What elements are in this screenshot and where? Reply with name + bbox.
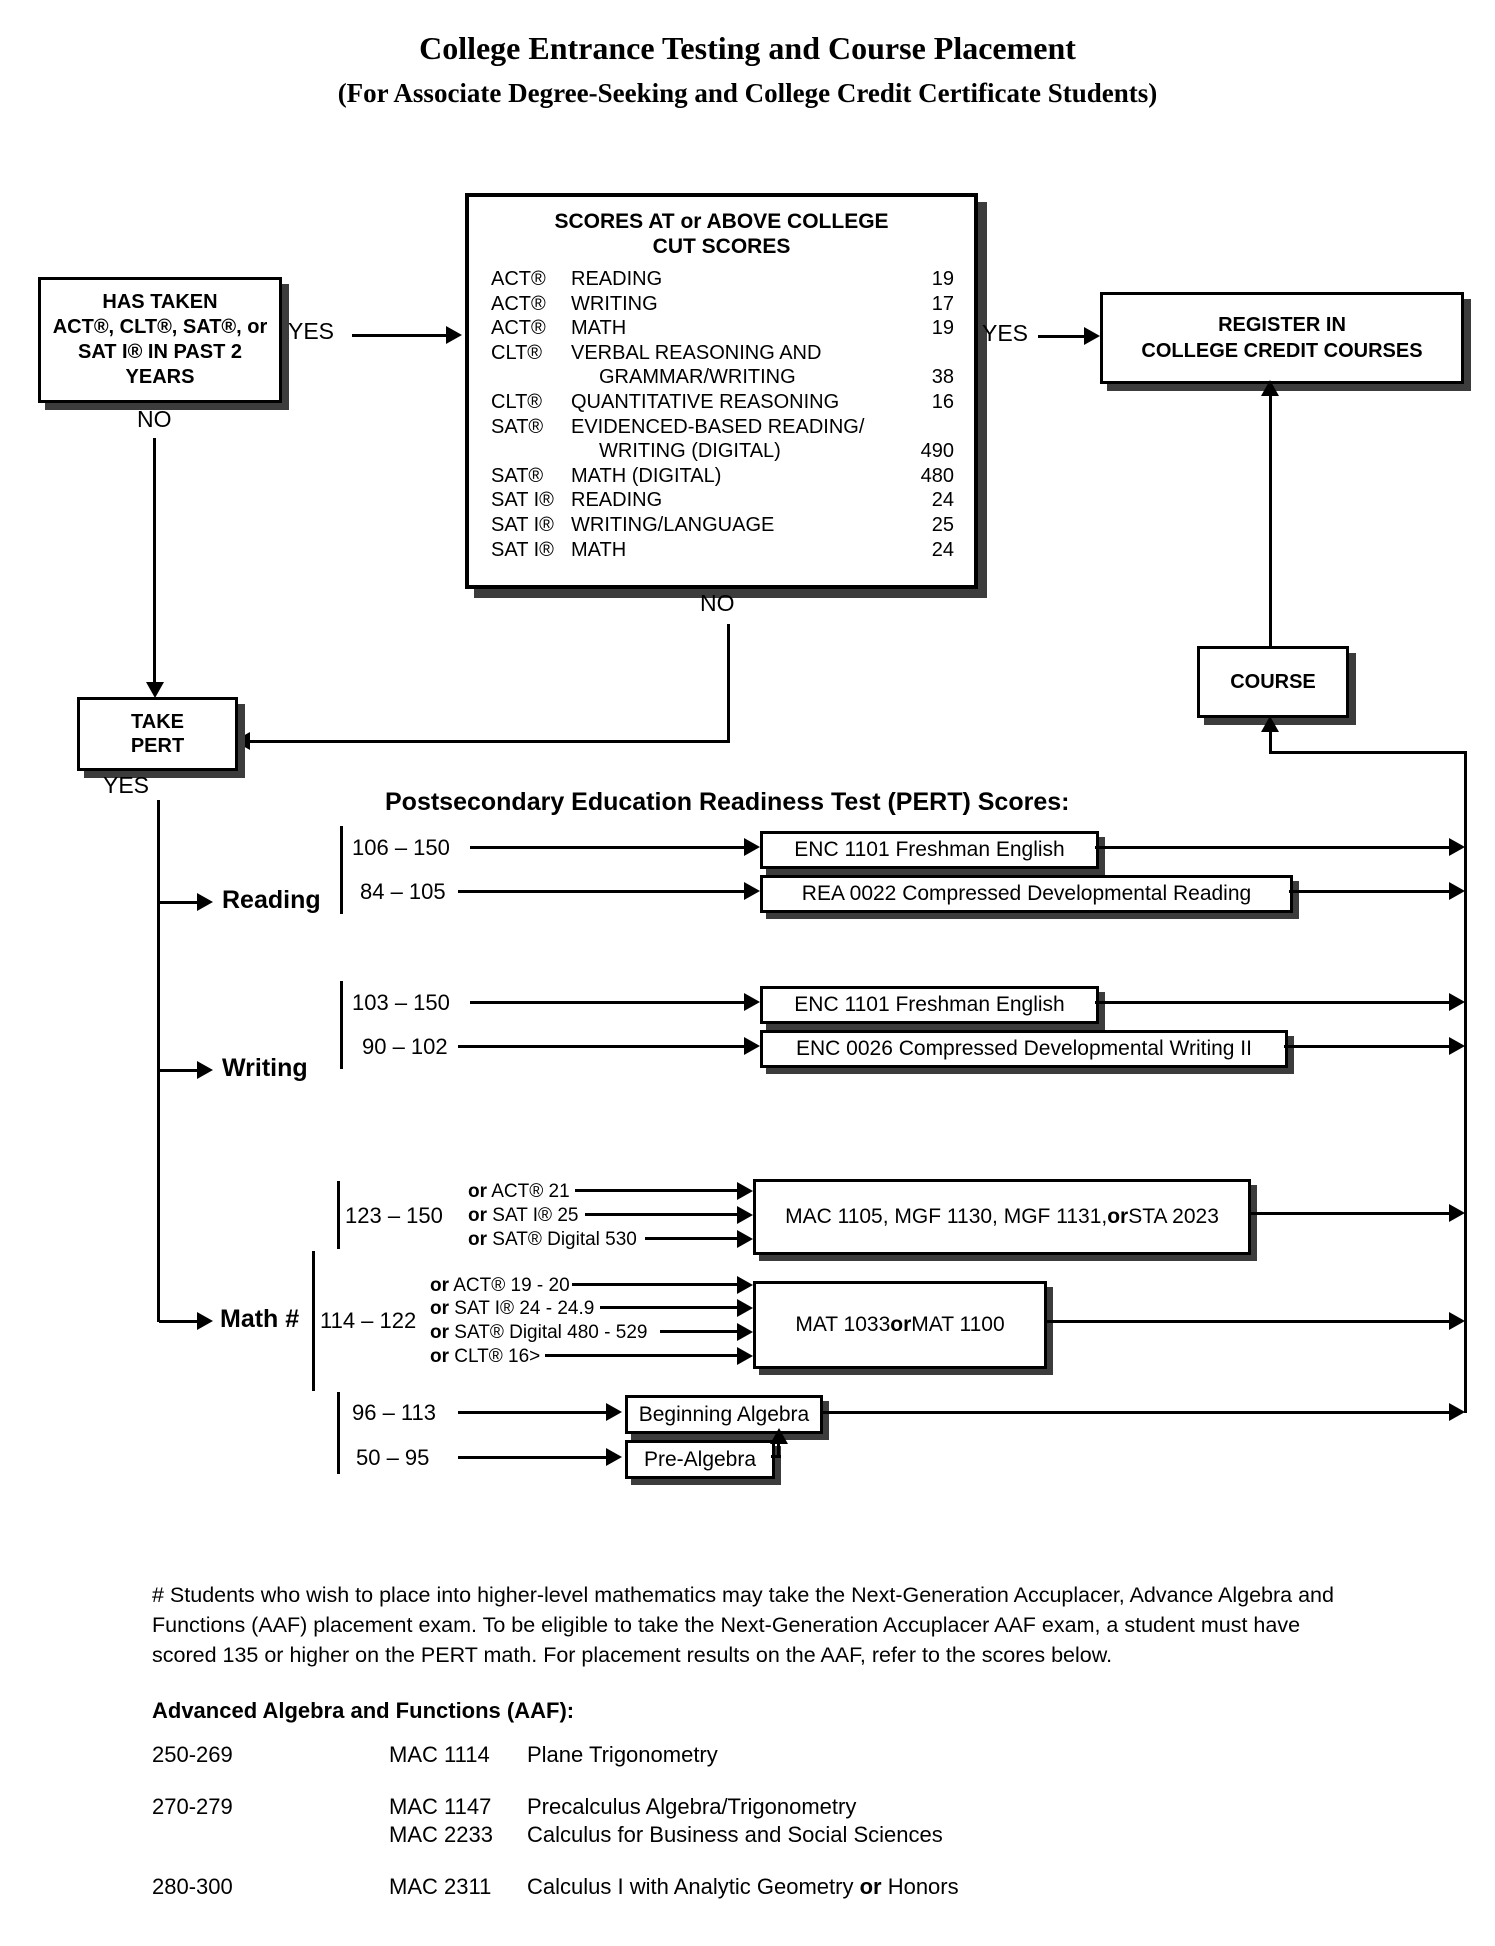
has-taken-line2: ACT®, CLT®, SAT®, or — [52, 316, 268, 338]
has-taken-line1: HAS TAKEN — [102, 291, 218, 313]
arrowhead-down — [146, 682, 164, 698]
aaf-range: 280-300 — [152, 1874, 233, 1899]
connector-line — [1095, 1001, 1449, 1004]
arrowhead-right — [737, 1230, 753, 1248]
section-label-reading: Reading — [222, 886, 321, 914]
alt-score-satdigital480 — [430, 1322, 647, 1344]
course-label: COURSE — [1230, 670, 1316, 693]
course-box-rea0022 — [760, 875, 1293, 913]
subject: MATH (DIGITAL) — [571, 464, 722, 487]
connector-line — [352, 334, 448, 337]
test-name: CLT® — [491, 341, 543, 364]
course-text: ENC 1101 Freshman English — [794, 838, 1065, 861]
has-taken-line4: YEARS — [125, 366, 195, 388]
range-bracket — [312, 1251, 315, 1391]
subject: READING — [571, 489, 663, 512]
writing-range-2: 90 – 102 — [362, 1034, 448, 1059]
connector-line — [1289, 890, 1449, 893]
aaf-row — [152, 1794, 856, 1820]
score-value: 17 — [931, 292, 954, 315]
subject: MATH — [571, 538, 627, 561]
course-box — [1197, 646, 1349, 718]
aaf-desc: Honors — [881, 1874, 959, 1899]
connector-line — [458, 890, 746, 893]
cut-score-row — [491, 316, 954, 341]
test-name: SAT® — [491, 464, 544, 487]
arrowhead-right — [197, 1312, 213, 1330]
range-bracket — [337, 1181, 340, 1249]
cut-score-row — [491, 439, 954, 464]
subject: READING — [571, 268, 663, 290]
or-text: or — [1107, 1205, 1129, 1228]
subject: MATH — [571, 317, 627, 340]
or-text: or — [430, 1275, 449, 1296]
cut-scores-box — [465, 193, 978, 589]
aaf-row — [152, 1742, 718, 1768]
test-name — [491, 365, 571, 390]
alt-text: CLT® 16> — [449, 1346, 541, 1367]
course-box-mac1105 — [753, 1179, 1251, 1255]
arrowhead-right — [744, 993, 760, 1011]
yes-label-1: YES — [288, 318, 335, 344]
alt-text: ACT® 21 — [487, 1181, 570, 1202]
or-text: or — [430, 1346, 449, 1367]
aaf-footnote: # Students who wish to place into higher-level mathematics may take the Next-Generation Accuplacer, Advance Algebra and Functions (AAF) placement exam. To be eligible to take the Next-Generation Accuplacer AAF exam, a student must have scored 135 or higher on the PERT math. For placement results on the AAF, refer to the scores below. — [152, 1583, 1334, 1667]
score-value: 19 — [931, 268, 954, 290]
cut-score-row — [491, 488, 954, 513]
or-text: or — [859, 1874, 882, 1899]
subject: VERBAL REASONING AND — [571, 341, 822, 364]
test-name: ACT® — [491, 292, 546, 315]
alt-text: SAT I® 25 — [487, 1205, 579, 1226]
connector-line — [645, 1237, 737, 1240]
math-range-4: 50 – 95 — [356, 1445, 430, 1470]
connector-line — [1249, 1212, 1449, 1215]
course-box-mat1033 — [753, 1281, 1047, 1369]
subject: WRITING/LANGUAGE — [571, 513, 775, 536]
arrowhead-right — [1449, 838, 1465, 856]
connector-line — [1269, 730, 1272, 753]
score-value: 480 — [920, 464, 954, 487]
cut-score-row — [491, 390, 954, 415]
aaf-desc: Calculus I with Analytic Geometry — [527, 1874, 860, 1899]
arrowhead-right — [737, 1347, 753, 1365]
connector-line — [458, 1411, 608, 1414]
connector-line — [159, 901, 199, 904]
course-text: MAT 1033 — [795, 1313, 891, 1336]
register-line2: COLLEGE CREDIT COURSES — [1141, 340, 1423, 362]
connector-line — [545, 1354, 737, 1357]
score-value — [896, 415, 954, 440]
aaf-desc: Precalculus Algebra/Trigonometry — [527, 1794, 857, 1819]
connector-line — [153, 438, 156, 684]
course-text: STA 2023 — [1128, 1205, 1219, 1228]
take-pert-line1: TAKE — [131, 711, 184, 733]
connector-line — [820, 1411, 1449, 1414]
aaf-desc: Calculus for Business and Social Sciences — [527, 1822, 943, 1847]
or-text: or — [468, 1205, 487, 1226]
course-text: ENC 1101 Freshman English — [794, 993, 1065, 1016]
arrowhead-up — [770, 1428, 788, 1444]
range-bracket — [337, 1392, 340, 1474]
aaf-desc: Plane Trigonometry — [527, 1742, 718, 1767]
score-value: 24 — [931, 538, 954, 561]
cut-scores-title — [469, 197, 974, 259]
no-label-1: NO — [137, 406, 172, 432]
test-name: SAT I® — [491, 513, 554, 536]
reading-range-2: 84 – 105 — [360, 879, 446, 904]
arrowhead-right — [197, 893, 213, 911]
cut-score-row — [491, 513, 954, 538]
arrowhead-right — [744, 882, 760, 900]
register-line1: REGISTER IN — [1218, 314, 1346, 336]
score-value: 24 — [931, 489, 954, 512]
range-bracket — [340, 826, 343, 914]
score-value — [896, 341, 954, 366]
cut-score-row — [491, 365, 954, 390]
cut-score-row — [491, 464, 954, 489]
alt-score-act1920 — [430, 1275, 570, 1297]
cut-score-row — [491, 267, 954, 292]
cut-score-row — [491, 415, 954, 440]
math-range-1: 123 – 150 — [345, 1203, 443, 1228]
connector-line — [600, 1306, 737, 1309]
aaf-course: MAC 2311 — [389, 1874, 492, 1899]
alt-score-satdigital530 — [468, 1229, 637, 1251]
test-name — [491, 439, 571, 464]
aaf-course: MAC 1147 — [389, 1794, 492, 1819]
connector-line — [575, 1189, 737, 1192]
test-name: SAT® — [491, 415, 544, 438]
test-name: SAT I® — [491, 489, 554, 512]
arrowhead-right — [1449, 1037, 1465, 1055]
cut-score-row — [491, 538, 954, 563]
subject: WRITING — [571, 292, 658, 315]
subject: GRAMMAR/WRITING — [599, 366, 796, 389]
course-box-enc1101-reading — [760, 831, 1099, 869]
course-text: REA 0022 Compressed Developmental Reading — [801, 882, 1252, 905]
connector-line — [470, 1001, 746, 1004]
course-box-enc0026 — [760, 1030, 1288, 1068]
course-text: Beginning Algebra — [638, 1402, 810, 1426]
course-box-enc1101-writing — [760, 986, 1099, 1024]
course-text: ENC 0026 Compressed Developmental Writing II — [796, 1037, 1252, 1060]
arrowhead-right — [1084, 327, 1100, 345]
score-value: 16 — [931, 390, 954, 413]
arrowhead-right — [744, 1037, 760, 1055]
arrowhead-right — [1449, 882, 1465, 900]
arrowhead-right — [737, 1323, 753, 1341]
connector-line — [660, 1330, 737, 1333]
alt-score-sati2424 — [430, 1298, 594, 1320]
connector-line — [458, 1456, 608, 1459]
arrowhead-right — [737, 1299, 753, 1317]
yes-label-2: YES — [982, 320, 1029, 346]
alt-text: SAT® Digital 480 - 529 — [449, 1322, 648, 1343]
subject: EVIDENCED-BASED READING/ — [571, 415, 865, 438]
arrowhead-right — [737, 1182, 753, 1200]
connector-line — [159, 1069, 199, 1072]
take-pert-box — [77, 697, 238, 771]
has-taken-box — [38, 277, 282, 403]
aaf-range: 250-269 — [152, 1742, 233, 1767]
arrowhead-right — [1449, 1403, 1465, 1421]
score-value: 490 — [920, 440, 954, 463]
connector-line — [250, 740, 730, 743]
connector-line — [1038, 335, 1086, 338]
arrowhead-right — [606, 1403, 622, 1421]
pert-scores-heading: Postsecondary Education Readiness Test (PERT) Scores: — [385, 788, 1070, 816]
cut-scores-title-line2: CUT SCORES — [652, 235, 791, 258]
cut-scores-table — [469, 259, 974, 562]
cut-score-row — [491, 292, 954, 317]
trunk-line — [157, 800, 160, 1322]
course-text: MAC 1105, MGF 1130, MGF 1131, — [785, 1205, 1108, 1228]
subject: QUANTITATIVE REASONING — [571, 390, 840, 413]
connector-line — [1095, 846, 1449, 849]
no-label-2: NO — [700, 590, 735, 616]
course-box-beginning-algebra — [625, 1395, 823, 1434]
arrowhead-right — [197, 1061, 213, 1079]
or-text: or — [890, 1313, 912, 1336]
section-label-writing: Writing — [222, 1054, 308, 1082]
register-box — [1100, 292, 1464, 384]
cut-scores-title-line1: SCORES AT or ABOVE COLLEGE — [554, 210, 889, 233]
arrowhead-right — [737, 1206, 753, 1224]
arrowhead-right — [446, 326, 462, 344]
aaf-row — [152, 1822, 943, 1848]
math-range-3: 96 – 113 — [352, 1400, 437, 1425]
has-taken-line3: SAT I® IN PAST 2 — [77, 341, 242, 363]
course-text: MAT 1100 — [911, 1313, 1005, 1336]
arrowhead-right — [744, 838, 760, 856]
yes-label-3: YES — [103, 772, 150, 798]
test-name: ACT® — [491, 268, 546, 290]
section-label-math: Math # — [220, 1305, 300, 1333]
alt-text: SAT® Digital 530 — [487, 1229, 637, 1250]
aaf-heading: Advanced Algebra and Functions (AAF): — [152, 1698, 575, 1723]
connector-line — [777, 1442, 780, 1458]
aaf-course: MAC 1114 — [389, 1742, 490, 1767]
aaf-course: MAC 2233 — [389, 1822, 493, 1847]
arrowhead-right — [1449, 1312, 1465, 1330]
reading-range-1: 106 – 150 — [352, 835, 450, 860]
connector-line — [1269, 394, 1272, 646]
range-bracket — [340, 981, 343, 1069]
connector-line — [585, 1213, 737, 1216]
course-box-pre-algebra — [625, 1440, 775, 1479]
aaf-range: 270-279 — [152, 1794, 233, 1819]
alt-score-sati25 — [468, 1205, 578, 1227]
subject: WRITING (DIGITAL) — [599, 440, 781, 463]
score-value: 38 — [931, 366, 954, 389]
arrowhead-right — [737, 1276, 753, 1294]
test-name: ACT® — [491, 317, 546, 340]
arrowhead-right — [606, 1448, 622, 1466]
writing-range-1: 103 – 150 — [352, 990, 450, 1015]
course-text: Pre-Algebra — [643, 1447, 757, 1471]
connector-line — [159, 1320, 199, 1323]
connector-line — [1284, 1045, 1449, 1048]
connector-line — [572, 1283, 737, 1286]
arrowhead-right — [1449, 993, 1465, 1011]
connector-line — [727, 624, 730, 742]
alt-score-clt16 — [430, 1346, 540, 1368]
page-title: College Entrance Testing and Course Placement — [419, 30, 1076, 66]
cut-score-row — [491, 341, 954, 366]
or-text: or — [430, 1322, 449, 1343]
test-name: SAT I® — [491, 538, 554, 561]
aaf-row — [152, 1874, 959, 1900]
score-value: 25 — [931, 513, 954, 536]
test-name: CLT® — [491, 390, 543, 413]
math-range-2: 114 – 122 — [320, 1308, 417, 1333]
take-pert-line2: PERT — [130, 735, 185, 757]
or-text: or — [468, 1229, 487, 1250]
aaf-range — [152, 1822, 389, 1848]
alt-text: ACT® 19 - 20 — [449, 1275, 570, 1296]
connector-line — [1269, 751, 1467, 754]
connector-line — [1045, 1320, 1449, 1323]
alt-score-act21 — [468, 1181, 570, 1203]
arrowhead-right — [1449, 1204, 1465, 1222]
connector-line — [470, 846, 746, 849]
or-text: or — [468, 1181, 487, 1202]
alt-text: SAT I® 24 - 24.9 — [449, 1298, 595, 1319]
connector-line — [458, 1045, 746, 1048]
score-value: 19 — [931, 317, 954, 340]
page-subtitle: (For Associate Degree-Seeking and College Credit Certificate Students) — [337, 78, 1158, 108]
or-text: or — [430, 1298, 449, 1319]
